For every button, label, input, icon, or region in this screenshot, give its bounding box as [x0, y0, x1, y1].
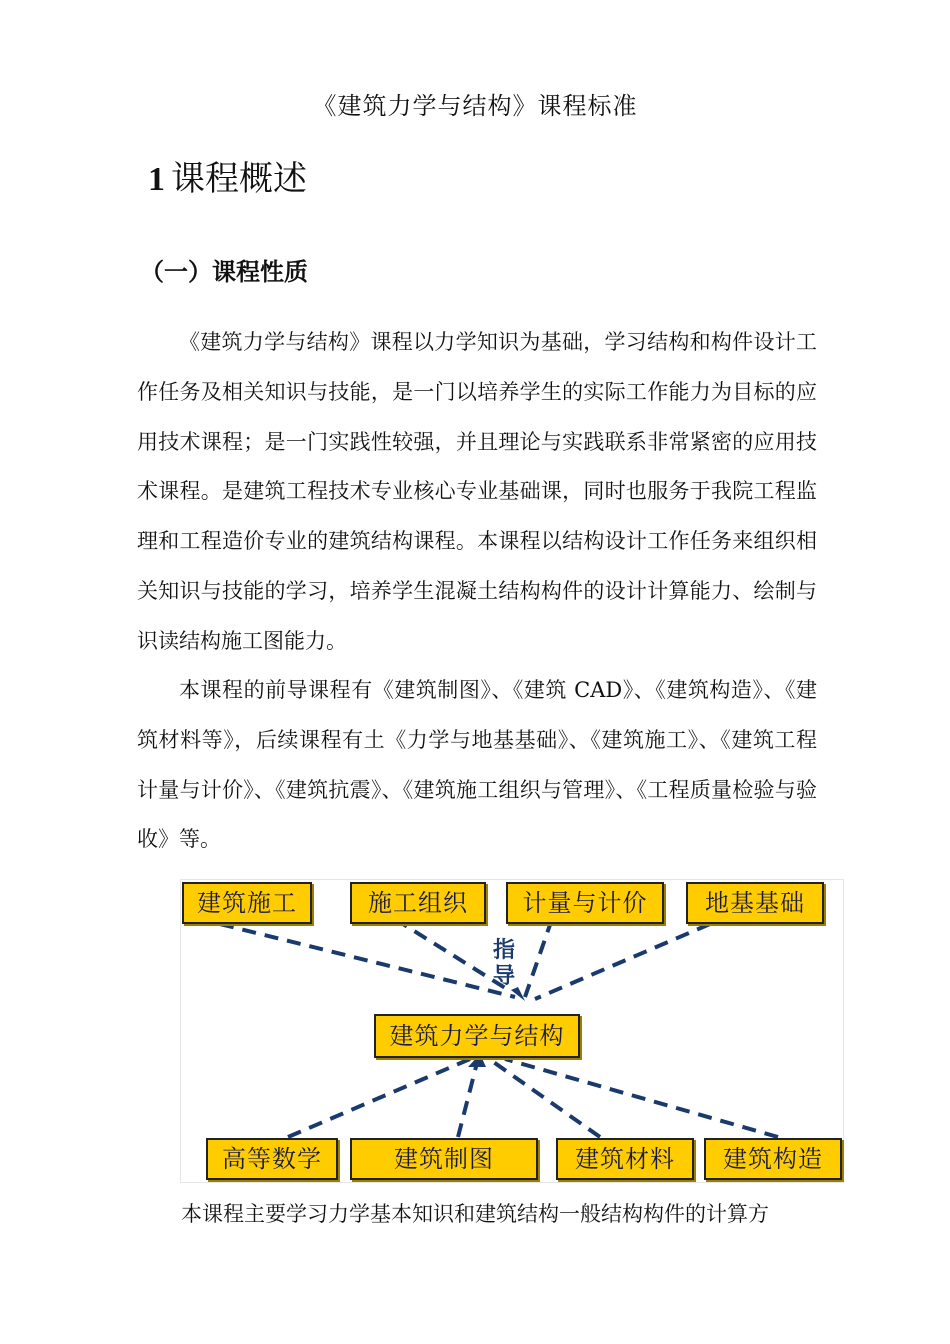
- section-number: 1: [148, 161, 165, 198]
- connector-bottom-2: [458, 1059, 478, 1137]
- connector-top-3: [525, 919, 552, 997]
- section-title: 课程概述: [171, 159, 307, 199]
- course-box-bottom-2: 建筑制图: [350, 1138, 538, 1180]
- guide-label-char-2: 导: [492, 963, 515, 989]
- course-box-top-4: 地基基础: [686, 882, 824, 924]
- subsection-heading: （一）课程性质: [140, 258, 308, 286]
- course-relationship-diagram: [180, 879, 844, 1183]
- paragraph-prerequisites: 本课程的前导课程有《建筑制图》、《建筑 CAD》、《建筑构造》、《建筑材料等》，后续课程有土《力学与地基基础》、《建筑施工》、《建筑工程计量与计价》、《建筑抗震》、《建筑施工组织与管理》、《工程质量检验与验收》等。: [137, 678, 817, 852]
- course-box-center: 建筑力学与结构: [374, 1014, 580, 1058]
- paragraph-content-summary: 本课程主要学习力学基本知识和建筑结构一般结构构件的计算方: [181, 1202, 769, 1226]
- course-box-bottom-4: 建筑构造: [704, 1138, 842, 1180]
- course-box-top-1: 建筑施工: [182, 882, 312, 924]
- guide-label-char-1: 指: [492, 937, 515, 963]
- paragraph-course-nature: 《建筑力学与结构》课程以力学知识为基础，学习结构和构件设计工作任务及相关知识与技能，是一门以培养学生的实际工作能力为目标的应用技术课程；是一门实践性较强，并且理论与实践联系非常紧密的应用技术课程。是建筑工程技术专业核心专业基础课，同时也服务于我院工程监理和工程造价专业的建筑结构课程。本课程以结构设计工作任务来组织相关知识与技能的学习，培养学生混凝土结构构件的设计计算能力、绘制与识读结构施工图能力。: [137, 330, 817, 653]
- connector-bottom-4: [505, 1059, 778, 1137]
- guide-label: [491, 937, 517, 989]
- course-box-top-3: 计量与计价: [506, 882, 664, 924]
- arrowhead-top: [511, 987, 525, 1001]
- connector-bottom-1: [288, 1059, 470, 1137]
- course-box-bottom-3: 建筑材料: [556, 1138, 694, 1180]
- course-box-bottom-1: 高等数学: [206, 1138, 338, 1180]
- document-title: 《建筑力学与结构》课程标准: [312, 92, 638, 120]
- section-heading: [148, 156, 307, 203]
- connector-top-1: [220, 924, 515, 997]
- connector-top-4: [535, 924, 710, 999]
- course-box-top-2: 施工组织: [350, 882, 486, 924]
